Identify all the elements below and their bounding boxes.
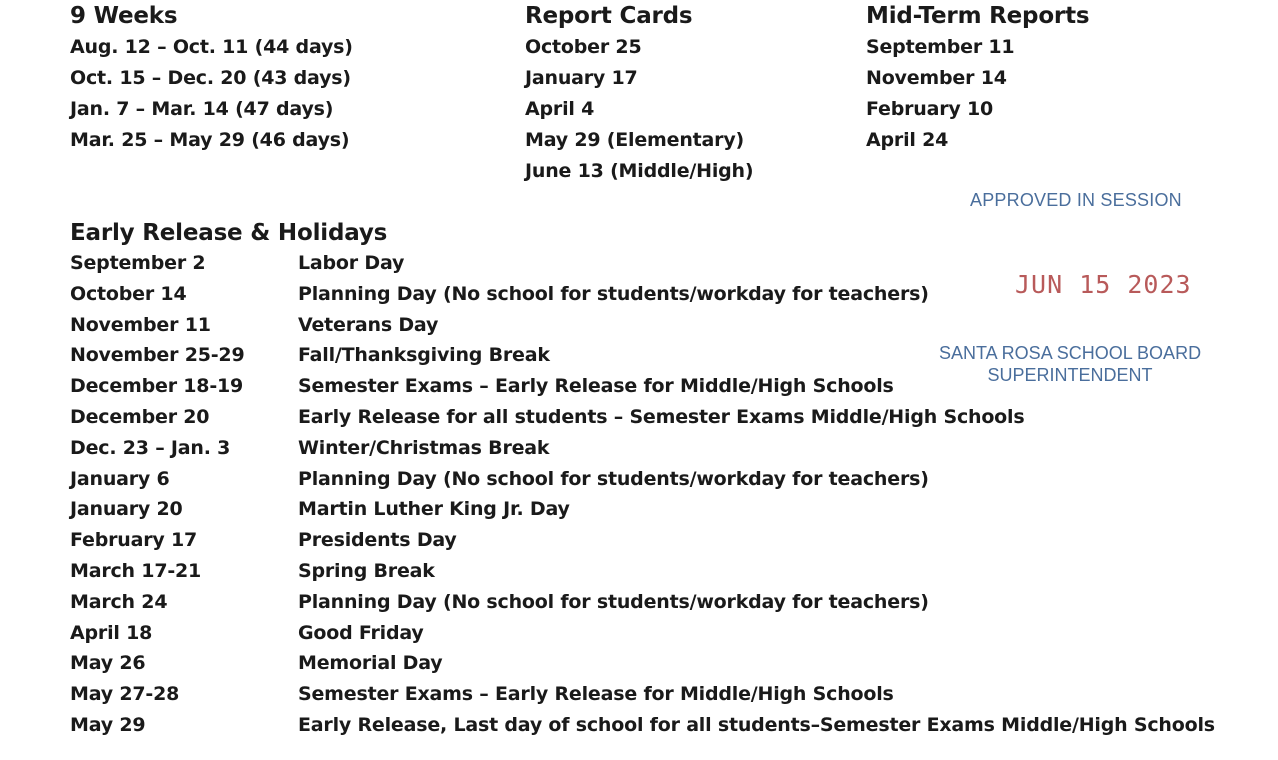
holiday-event: Planning Day (No school for students/workday for teachers) (298, 467, 929, 490)
holidays-heading: Early Release & Holidays (70, 220, 388, 246)
holiday-event: Memorial Day (298, 652, 443, 675)
holiday-event: Planning Day (No school for students/workday for teachers) (298, 282, 929, 305)
holiday-date: March 24 (70, 590, 168, 613)
report-card-date: May 29 (Elementary) (525, 129, 745, 151)
report-cards-section (525, 0, 753, 187)
report-cards-heading: Report Cards (525, 3, 693, 29)
holiday-event: Winter/Christmas Break (298, 436, 550, 459)
holiday-row (70, 281, 929, 312)
holiday-date: March 17-21 (70, 559, 202, 582)
holiday-date: November 25-29 (70, 344, 245, 367)
holiday-date: May 29 (70, 713, 146, 736)
board-stamp-line: SANTA ROSA SCHOOL BOARD (939, 343, 1202, 363)
stamp-date: JUN 15 2023 (1015, 270, 1192, 299)
holiday-row (70, 712, 1215, 743)
holiday-date: April 18 (70, 621, 153, 644)
holiday-event: Early Release, Last day of school for all students–Semester Exams Middle/High Schools (298, 713, 1215, 736)
holiday-date: December 18-19 (70, 375, 244, 398)
holiday-row (70, 435, 550, 466)
board-stamp (939, 342, 1201, 386)
board-stamp-line: SUPERINTENDENT (987, 365, 1153, 385)
holiday-date: May 27-28 (70, 683, 180, 706)
holiday-row (70, 558, 435, 589)
holiday-row (70, 250, 405, 281)
holiday-date: January 20 (70, 498, 183, 521)
holiday-date: November 11 (70, 313, 211, 336)
report-card-date: June 13 (Middle/High) (525, 160, 754, 182)
approved-stamp: APPROVED IN SESSION (970, 190, 1182, 210)
mid-term-date: September 11 (866, 36, 1015, 58)
holiday-row (70, 589, 929, 620)
nine-weeks-heading: 9 Weeks (70, 3, 178, 29)
holiday-date: Dec. 23 – Jan. 3 (70, 436, 231, 459)
mid-term-section (866, 0, 1089, 156)
holiday-row (70, 373, 894, 404)
holiday-event: Fall/Thanksgiving Break (298, 344, 550, 367)
holiday-row (70, 312, 439, 343)
report-card-date: April 4 (525, 98, 595, 120)
nine-weeks-item: Mar. 25 – May 29 (46 days) (70, 129, 350, 151)
holiday-event: Spring Break (298, 559, 435, 582)
holiday-row (70, 650, 443, 681)
holiday-event: Veterans Day (298, 313, 439, 336)
report-card-date: January 17 (525, 67, 638, 89)
holiday-row (70, 466, 929, 497)
holiday-event: Early Release for all students – Semester Exams Middle/High Schools (298, 405, 1025, 428)
holiday-row (70, 342, 550, 373)
mid-term-date: November 14 (866, 67, 1007, 89)
nine-weeks-item: Jan. 7 – Mar. 14 (47 days) (70, 98, 334, 120)
holiday-event: Good Friday (298, 621, 424, 644)
holiday-date: January 6 (70, 467, 170, 490)
holiday-row (70, 681, 894, 712)
report-card-date: October 25 (525, 36, 642, 58)
holiday-row (70, 496, 570, 527)
mid-term-date: April 24 (866, 129, 949, 151)
holiday-event: Semester Exams – Early Release for Middle/High Schools (298, 683, 894, 706)
nine-weeks-item: Oct. 15 – Dec. 20 (43 days) (70, 67, 351, 89)
nine-weeks-item: Aug. 12 – Oct. 11 (44 days) (70, 36, 353, 58)
mid-term-date: February 10 (866, 98, 994, 120)
mid-term-heading: Mid-Term Reports (866, 3, 1090, 29)
holiday-date: May 26 (70, 652, 146, 675)
holiday-row (70, 404, 1025, 435)
holiday-event: Labor Day (298, 252, 405, 274)
holiday-event: Presidents Day (298, 529, 457, 552)
holiday-event: Martin Luther King Jr. Day (298, 498, 570, 521)
holiday-row (70, 527, 457, 558)
nine-weeks-section (70, 0, 353, 156)
holiday-date: September 2 (70, 252, 206, 274)
holiday-date: February 17 (70, 529, 198, 552)
holiday-row (70, 620, 424, 651)
holiday-event: Semester Exams – Early Release for Middle/High Schools (298, 375, 894, 398)
holiday-date: December 20 (70, 405, 210, 428)
holiday-date: October 14 (70, 282, 187, 305)
holiday-event: Planning Day (No school for students/workday for teachers) (298, 590, 929, 613)
